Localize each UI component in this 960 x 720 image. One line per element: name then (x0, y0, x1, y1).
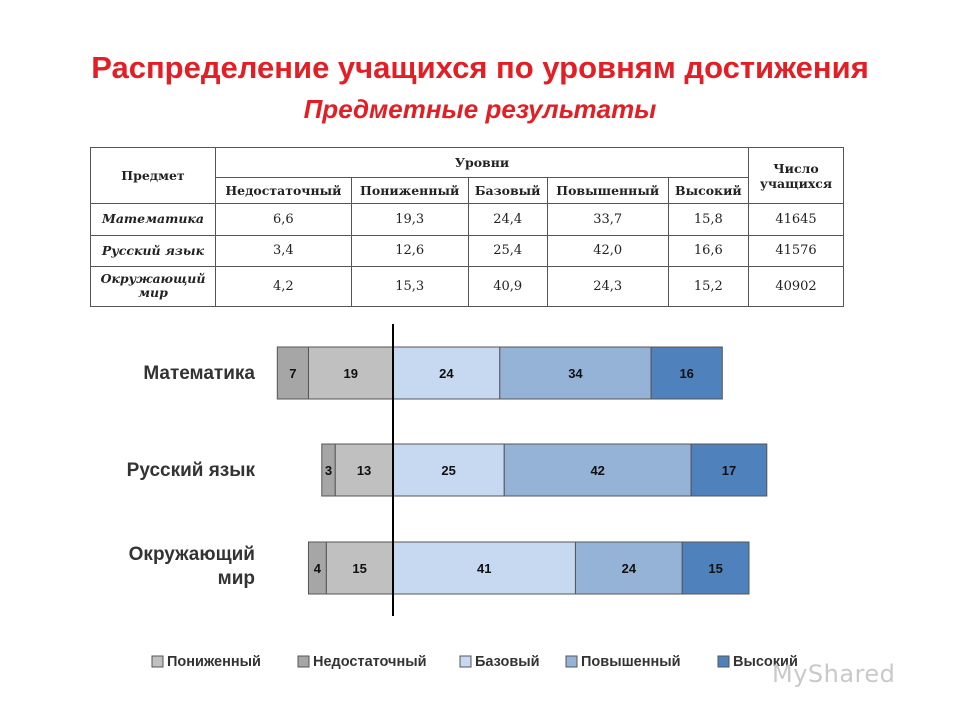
bar-value-label: 3 (324, 463, 333, 478)
level-header: Недостаточный (216, 178, 352, 204)
table-cell: 24,4 (468, 204, 547, 235)
table-count: 41645 (749, 204, 844, 235)
legend-swatch (298, 656, 309, 667)
table-cell: 33,7 (547, 204, 668, 235)
category-label: Математика (143, 363, 255, 384)
legend-label: Высокий (733, 654, 798, 670)
bar-value-label: 4 (313, 561, 321, 576)
legend-label: Базовый (475, 654, 540, 670)
bar-value-label: 13 (356, 463, 372, 478)
table-cell: 15,2 (668, 266, 748, 306)
watermark: MyShared (772, 660, 896, 688)
page-title: Распределение учащихся по уровням достижения (91, 50, 869, 85)
count-header-line1: Число (773, 160, 819, 176)
legend-swatch (460, 656, 471, 667)
legend-label: Недостаточный (313, 654, 427, 670)
table-cell: 12,6 (351, 235, 468, 266)
table-subject: Русский язык (91, 235, 216, 266)
table-cell: 19,3 (351, 204, 468, 235)
page-subtitle: Предметные результаты (303, 94, 657, 124)
level-header: Повышенный (547, 178, 668, 204)
bar-value-label: 25 (441, 463, 456, 478)
table-cell: 24,3 (547, 266, 668, 306)
bar-value-label: 41 (476, 561, 492, 576)
table-cell: 4,2 (216, 266, 352, 306)
table-cell: 16,6 (668, 235, 748, 266)
table-subject: Математика (91, 204, 216, 235)
table-subject: Окружающий мир (91, 266, 216, 306)
bar-value-label: 24 (439, 366, 454, 381)
bar-value-label: 24 (621, 561, 637, 576)
table-cell: 3,4 (216, 235, 352, 266)
table-cell: 15,8 (668, 204, 748, 235)
bar-value-label: 15 (352, 561, 367, 576)
count-header-line2: учащихся (759, 175, 833, 191)
legend-swatch (718, 656, 729, 667)
table-cell: 42,0 (547, 235, 668, 266)
category-label: мир (217, 568, 255, 589)
bar-value-label: 19 (343, 366, 358, 381)
category-label: Русский язык (126, 460, 255, 481)
table-cell: 15,3 (351, 266, 468, 306)
table-count: 40902 (749, 266, 844, 306)
levels-header: Уровни (216, 148, 749, 178)
bar-value-label: 16 (679, 366, 694, 381)
table-count: 41576 (749, 235, 844, 266)
bar-value-label: 17 (721, 463, 737, 478)
legend-label: Повышенный (581, 654, 681, 670)
level-header: Базовый (468, 178, 547, 204)
table-cell: 40,9 (468, 266, 547, 306)
legend-swatch (152, 656, 163, 667)
subject-header: Предмет (91, 148, 216, 204)
legend-swatch (566, 656, 577, 667)
bar-value-label: 7 (289, 366, 297, 381)
bar-value-label: 34 (568, 366, 583, 381)
legend-label: Пониженный (167, 654, 261, 670)
bar-value-label: 42 (590, 463, 605, 478)
bar-value-label: 15 (708, 561, 723, 576)
level-header: Высокий (668, 178, 748, 204)
table-cell: 25,4 (468, 235, 547, 266)
table-cell: 6,6 (216, 204, 352, 235)
category-label: Окружающий (128, 544, 255, 565)
level-header: Пониженный (351, 178, 468, 204)
